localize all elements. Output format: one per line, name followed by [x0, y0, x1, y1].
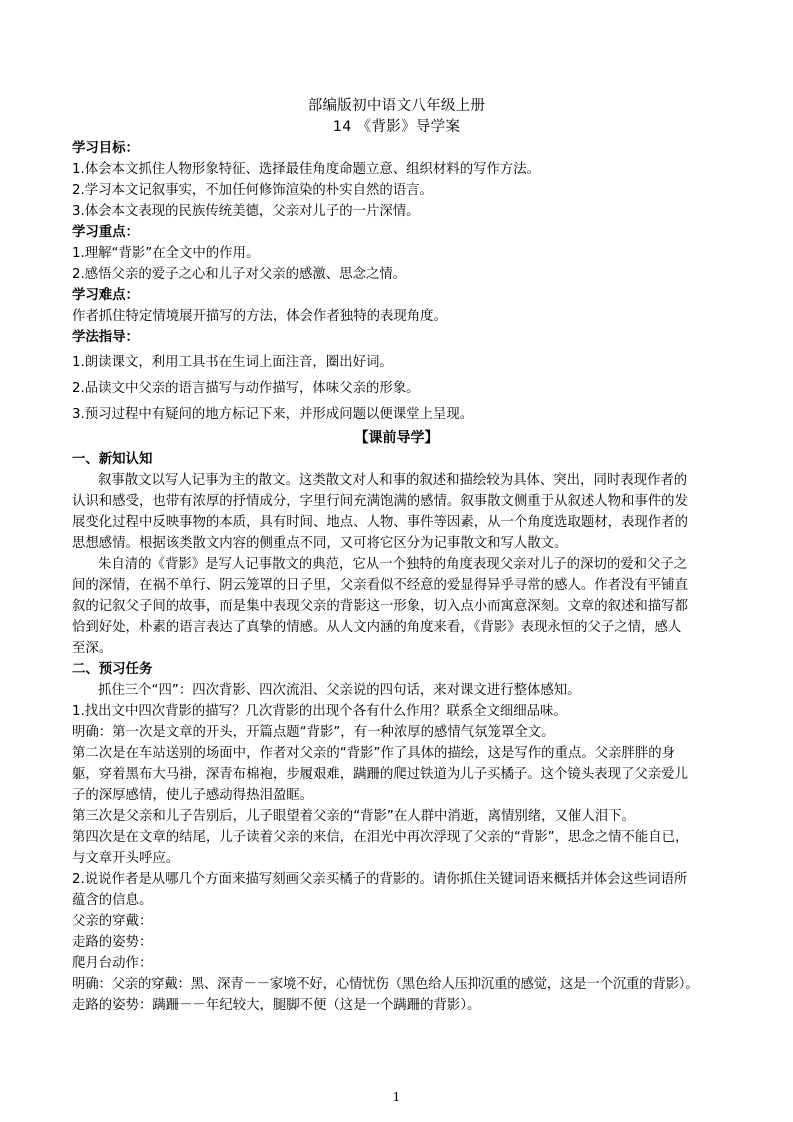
difficulty-item: 作者抓住特定情境展开描写的方法，体会作者独特的表现角度。 [72, 309, 447, 324]
paragraph-line: 认识和感受，也带有浓厚的抒情成分，字里行间充满饱满的感情。叙事散文侧重于从叙述人物和事件的发 [72, 494, 688, 509]
answer-line: 子的深厚感情，使儿子感动得热泪盈眶。 [72, 788, 314, 803]
paragraph-line: 叙的记叙父子间的故事，而是集中表现父亲的背影这一形象，切入点小而寓意深刻。文章的叙述和描写都 [72, 599, 688, 614]
fill-in-blank: 走路的姿势： [72, 935, 153, 950]
goals-heading: 学习目标： [72, 141, 139, 156]
paragraph-line: 至深。 [72, 641, 113, 656]
paragraph-line: 展变化过程中反映事物的本质，具有时间、地点、人物、事件等因素，从一个角度选取题材，表现作者的 [72, 515, 688, 530]
answer-line: 与文章开头呼应。 [72, 851, 180, 866]
answer-line: 第三次是父亲和儿子告别后，儿子眼望着父亲的“背影”在人群中消逝，离情别绪，又催人泪下。 [72, 809, 635, 824]
focus-heading: 学习重点： [72, 225, 139, 240]
preview-intro: 抓住三个“四”：四次背影、四次流泪、父亲说的四句话，来对课文进行整体感知。 [98, 683, 581, 698]
method-item: 3.预习过程中有疑问的地方标记下来，并形成问题以便课堂上呈现。 [72, 407, 474, 422]
method-item: 1.朗读课文，利用工具书在生词上面注音，圈出好词。 [72, 355, 393, 370]
preview-heading: 二、预习任务 [72, 662, 153, 677]
paragraph-line: 叙事散文以写人记事为主的散文。这类散文对人和事的叙述和描绘较为具体、突出，同时表现作者的 [98, 473, 688, 488]
focus-item: 1.理解“背影”在全文中的作用。 [72, 246, 260, 261]
page-number: 1 [392, 1090, 401, 1104]
goal-item: 3.体会本文表现的民族传统美德，父亲对儿子的一片深情。 [72, 204, 420, 219]
answer-line: 走路的姿势：蹒跚－－年纪较大，腿脚不便（这是一个蹒跚的背影）。 [72, 998, 481, 1013]
method-heading: 学法指导： [72, 330, 139, 345]
paragraph-line: 朱自清的《背影》是写人记事散文的典范，它从一个独特的角度表现父亲对儿子的深切的爱和父子之 [98, 557, 688, 572]
paragraph-line: 间的深情，在祸不单行、阴云笼罩的日子里，父亲看似不经意的爱显得异乎寻常的感人。作者没有平铺直 [72, 578, 688, 593]
lesson-title: 14 《背影》导学案 [332, 119, 461, 135]
focus-item: 2.感悟父亲的爱子之心和儿子对父亲的感激、思念之情。 [72, 267, 407, 282]
difficulty-heading: 学习难点： [72, 288, 139, 303]
answer-line: 明确：父亲的穿戴：黑、深青－－家境不好，心情忧伤（黑色给人压抑沉重的感觉，这是一个沉重的背影）。 [72, 977, 699, 992]
answer-line: 第四次是在文章的结尾，儿子读着父亲的来信，在泪光中再次浮现了父亲的“背影”，思念之情不能自已， [72, 830, 689, 845]
answer-line: 明确：第一次是文章的开头，开篇点题“背影”，有一种浓厚的感情气氛笼罩全文。 [72, 725, 555, 740]
question-2: 2.说说作者是从哪几个方面来描写刻画父亲买橘子的背影的。请你抓住关键词语来概括并体会这些词语所 [72, 872, 688, 887]
new-knowledge-heading: 一、新知认知 [72, 452, 153, 467]
question-1: 1.找出文中四次背影的描写？几次背影的出现个各有什么作用？联系全文细细品味。 [72, 704, 567, 719]
fill-in-blank: 父亲的穿戴： [72, 914, 153, 929]
paragraph-line: 恰到好处，朴素的语言表达了真挚的情感。从人文内涵的角度来看，《背影》表现永恒的父子之情，感人 [72, 620, 682, 635]
paragraph-line: 思想感情。根据该类散文内容的侧重点不同，又可将它区分为记事散文和写人散文。 [72, 536, 568, 551]
method-item: 2.品读文中父亲的语言描写与动作描写，体味父亲的形象。 [72, 381, 420, 396]
answer-line: 躯，穿着黑布大马褂，深青布棉袍，步履艰难，蹒跚的爬过铁道为儿子买橘子。这个镜头表现了父亲爱儿 [72, 767, 688, 782]
goal-item: 1.体会本文抓住人物形象特征、选择最佳角度命题立意、组织材料的写作方法。 [72, 162, 541, 177]
section-banner: 【课前导学】 [354, 430, 439, 446]
answer-line: 第二次是在车站送别的场面中，作者对父亲的“背影”作了具体的描绘，这是写作的重点。父亲胖胖的身 [72, 746, 676, 761]
document-title: 部编版初中语文八年级上册 [307, 98, 486, 114]
question-2: 蕴含的信息。 [72, 893, 153, 908]
fill-in-blank: 爬月台动作： [72, 956, 153, 971]
goal-item: 2.学习本文记叙事实，不加任何修饰渲染的朴实自然的语言。 [72, 183, 433, 198]
